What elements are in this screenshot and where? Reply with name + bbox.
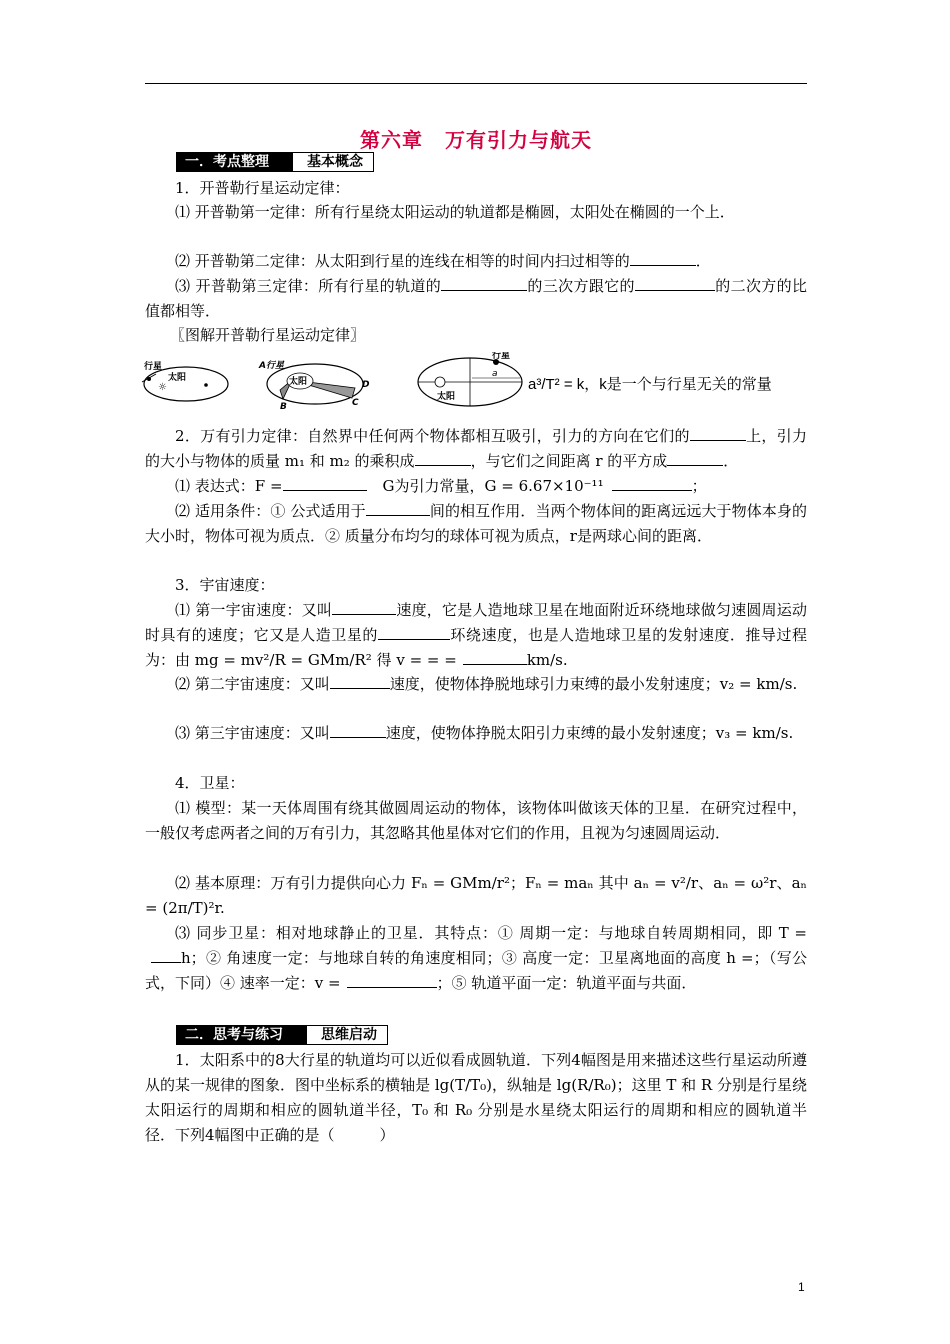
kepler-third-law-formula: a³/T² = k，k是一个与行星无关的常量 <box>528 376 772 393</box>
svg-text:C: C <box>352 398 359 408</box>
section-name: 思维启动 <box>307 1026 387 1044</box>
chapter-name: 万有引力与航天 <box>445 128 592 152</box>
svg-text:太阳: 太阳 <box>437 392 456 402</box>
geosynchronous-satellite: ⑶ 同步卫星：相对地球静止的卫星．其特点：① 周期一定：与地球自转周期相同，即 T =h；② 角速度一定：与地球自转的角速度相同；③ 高度一定：卫星离地面的高度 h =；（写公式，下同）④ 速率一定：v = ；⑤ 轨道平面一定：轨道平面与共面． <box>145 924 807 992</box>
svg-text:a: a <box>492 369 498 379</box>
header-rule <box>145 83 807 84</box>
section-number: 二．思考与练习 <box>177 1026 307 1044</box>
second-law-figure <box>258 360 370 412</box>
section-number: 一．考点整理 <box>177 153 293 171</box>
gravitation-expression: ⑴ 表达式：F = G为引力常量，G = 6.67×10⁻¹¹ ； <box>175 477 707 495</box>
section-heading-1 <box>176 152 374 172</box>
gravitation-conditions: ⑵ 适用条件：① 公式适用于 间的相互作用．当两个物体间的距离远远大于物体本身的大小时，物体可视为质点．② 质量分布均匀的球体可视为质点，r是两球心间的距离． <box>145 502 807 545</box>
page-number: 1 <box>798 1280 805 1294</box>
satellite-principle: ⑵ 基本原理：万有引力提供向心力 Fₙ = GMm/r²；Fₙ = maₙ 其中 aₙ = v²/r、aₙ = ω²r、aₙ = (2π/T)²r. <box>145 874 807 917</box>
section-name: 基本概念 <box>293 153 373 171</box>
satellite-model: ⑴ 模型：某一天体周围有绕其做圆周运动的物体，该物体叫做该天体的卫星．在研究过程中，一般仅考虑两者之间的万有引力，其忽略其他星体对它们的作用，且视为匀速圆周运动． <box>145 799 807 842</box>
kepler-law-1: ⑴ 开普勒第一定律：所有行星绕太阳运动的轨道都是椭圆，太阳处在椭圆的一个上． <box>175 203 735 221</box>
first-cosmic-velocity: ⑴ 第一宇宙速度：又叫 速度，它是人造地球卫星在地面附近环绕地球做匀速圆周运动时具有的速度；它又是人造卫星的 环绕速度，也是人造地球卫星的发射速度．推导过程为：由 mg = mv²/R = GMm/R² 得 v = = = km/s. <box>145 601 807 669</box>
svg-text:行星: 行星 <box>492 352 511 361</box>
second-cosmic-velocity: ⑵ 第二宇宙速度：又叫 速度，使物体挣脱地球引力束缚的最小发射速度；v₂ = km/s. <box>175 675 798 693</box>
third-law-figure <box>418 352 522 406</box>
sun-symbol: ☼ <box>158 382 167 393</box>
svg-text:B: B <box>280 402 287 412</box>
cosmic-heading: 3．宇宙速度： <box>175 576 275 594</box>
planet-label: 行星 <box>144 362 163 372</box>
diagram-caption: 〖图解开普勒行星运动定律〗 <box>170 326 366 344</box>
a-planet-label: A行星 <box>259 361 284 371</box>
svg-text:D: D <box>362 380 370 390</box>
first-law-figure <box>142 360 228 401</box>
kepler-law-3: ⑶ 开普勒第三定律：所有行星的轨道的 的三次方跟它的 的二次方的比值都相等． <box>145 277 807 320</box>
sun-label: 太阳 <box>168 373 187 383</box>
section-heading-2 <box>176 1025 388 1045</box>
third-cosmic-velocity: ⑶ 第三宇宙速度：又叫 速度，使物体挣脱太阳引力束缚的最小发射速度；v₃ = km/s. <box>175 724 794 742</box>
gravitation-law: 2．万有引力定律：自然界中任何两个物体都相互吸引，引力的方向在它们的 上，引力的大小与物体的质量 m₁ 和 m₂ 的乘积成 ，与它们之间距离 r 的平方成 ． <box>145 427 807 470</box>
kepler-law-2: ⑵ 开普勒第二定律：从太阳到行星的连线在相等的时间内扫过相等的 ． <box>175 252 711 270</box>
page-title <box>145 124 807 153</box>
kepler-heading: 1．开普勒行星运动定律： <box>175 179 350 197</box>
svg-text:太阳: 太阳 <box>289 377 308 387</box>
satellite-heading: 4．卫星： <box>175 774 245 792</box>
exercise-question-1: 1．太阳系中的8大行星的轨道均可以近似看成圆轨道．下列4幅图是用来描述这些行星运动所遵从的某一规律的图象．图中坐标系的横轴是 lg(T/T₀)，纵轴是 lg(R/R₀)；这里 T 和 R 分别是行星绕太阳运行的周期和相应的圆轨道半径，T₀ 和 R₀ 分别是水星绕太阳运行的周期和相应的圆轨道半径．下列4幅图中正确的是（ ） <box>145 1051 807 1144</box>
chapter-number: 第六章 <box>360 128 423 152</box>
